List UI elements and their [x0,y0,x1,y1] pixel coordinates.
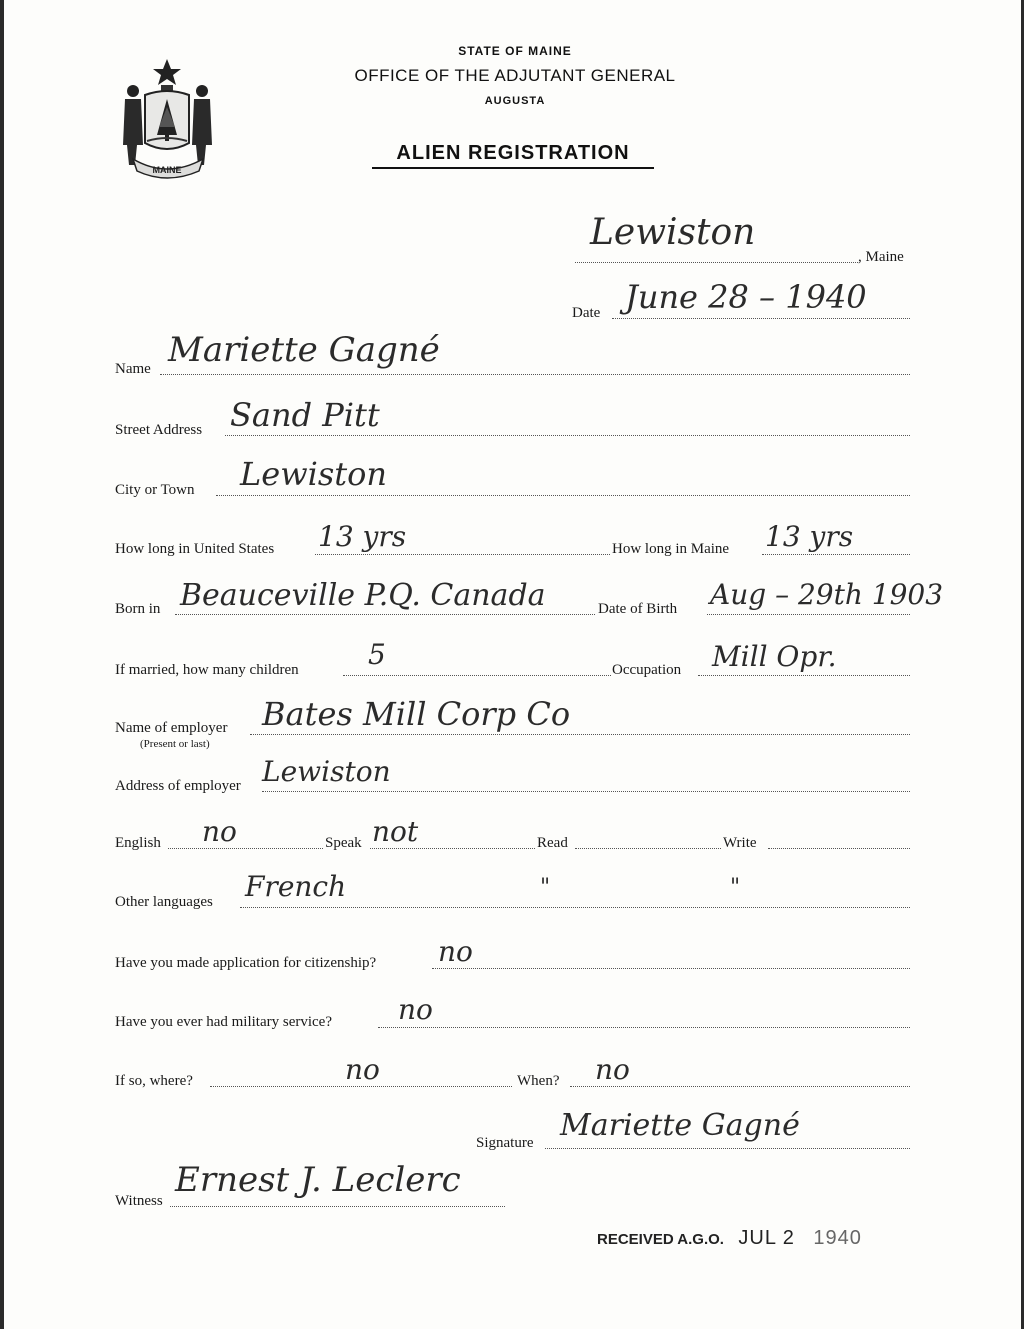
date-value: June 28 – 1940 [625,278,867,316]
dob-value: Aug – 29th 1903 [710,578,944,611]
employer-sublabel: (Present or last) [140,738,210,750]
born-value: Beauceville P.Q. Canada [180,578,546,613]
name-value: Mariette Gagné [168,330,440,370]
born-line [175,614,595,615]
where-label: If so, where? [115,1073,193,1089]
english-label: English [115,835,161,851]
place-value: Lewiston [590,212,756,253]
military-label: Have you ever had military service? [115,1014,332,1030]
military-line [378,1027,910,1028]
place-line [575,262,858,263]
maine-years-line [762,554,910,555]
us-years-label: How long in United States [115,541,275,557]
other-languages-value: French [245,870,347,903]
city-label: City or Town [115,482,195,498]
witness-value: Ernest J. Leclerc [175,1160,461,1200]
city-line [216,495,910,496]
children-value: 5 [368,638,386,671]
when-value: no [595,1053,630,1086]
occupation-line [698,675,910,676]
state-seal-icon [115,55,220,180]
maine-years-label: How long in Maine [612,541,730,557]
dob-label: Date of Birth [598,601,678,617]
write-line [768,848,910,849]
employer-address-label: Address of employer [115,778,241,794]
witness-line [170,1206,505,1207]
occupation-label: Occupation [612,662,682,678]
place-suffix: , Maine [858,249,904,265]
dob-line [707,614,910,615]
children-line [343,675,611,676]
scan-edge-left [0,0,4,1329]
occupation-value: Mill Opr. [712,640,837,673]
speak-value: not [372,815,419,848]
other-languages-ditto-write: " [730,875,741,900]
stamp-received: RECEIVED A.G.O. [597,1231,724,1248]
employer-address-line [262,791,910,792]
born-label: Born in [115,601,161,617]
date-line [612,318,910,319]
signature-value: Mariette Gagné [560,1108,800,1143]
signature-line [545,1148,910,1149]
english-value: no [202,815,237,848]
witness-label: Witness [115,1193,163,1209]
form-title: ALIEN REGISTRATION [372,142,654,169]
when-line [570,1086,910,1087]
military-value: no [398,993,433,1026]
street-label: Street Address [115,422,203,438]
citizenship-value: no [438,935,473,968]
speak-label: Speak [325,835,362,851]
name-line [160,374,910,375]
header-office: OFFICE OF THE ADJUTANT GENERAL [354,66,676,85]
children-label: If married, how many children [115,662,299,678]
svg-text:MAINE: MAINE [152,165,182,175]
received-stamp [597,1227,862,1250]
street-line [225,435,910,436]
employer-address-value: Lewiston [262,755,391,788]
citizenship-line [432,968,910,969]
name-label: Name [115,361,151,377]
us-years-line [315,554,610,555]
where-value: no [345,1053,380,1086]
employer-label: Name of employer [115,720,228,736]
other-languages-line [240,907,910,908]
street-value: Sand Pitt [230,396,380,434]
when-label: When? [517,1073,560,1089]
read-line [575,848,721,849]
maine-years-value: 13 yrs [765,520,854,553]
english-line [168,848,323,849]
other-languages-label: Other languages [115,894,213,910]
other-languages-ditto-read: " [540,875,551,900]
us-years-value: 13 yrs [318,520,407,553]
header-city: AUGUSTA [484,95,546,107]
read-label: Read [537,835,568,851]
employer-value: Bates Mill Corp Co [262,695,571,733]
where-line [210,1086,512,1087]
signature-label: Signature [476,1135,534,1151]
write-label: Write [723,835,757,851]
speak-line [370,848,535,849]
stamp-year: 1940 [813,1227,862,1249]
citizenship-label: Have you made application for citizenship? [115,955,377,971]
header-state: STATE OF MAINE [458,44,572,58]
stamp-date: JUL 2 [738,1227,795,1249]
employer-line [250,734,910,735]
date-label: Date [572,305,601,321]
city-value: Lewiston [240,455,387,493]
